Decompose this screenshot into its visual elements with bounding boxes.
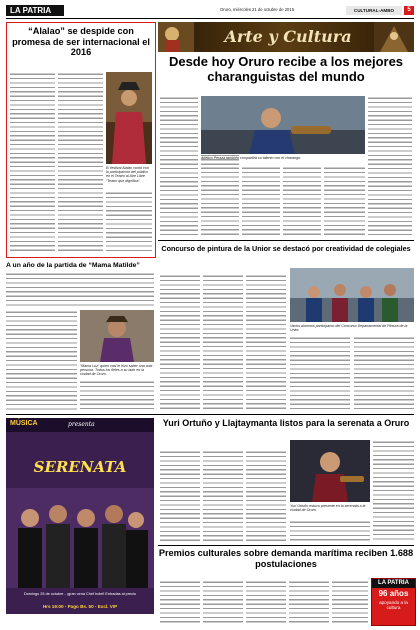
text-lines bbox=[290, 336, 350, 410]
alalao-story bbox=[6, 22, 156, 258]
yuri-col-2 bbox=[203, 450, 243, 542]
masthead bbox=[6, 4, 414, 19]
alalao-photo-image bbox=[106, 72, 152, 164]
mamatilde-photo-image bbox=[80, 310, 154, 362]
main-caption: Atlético Peraza también compartirá su talento con el charango. bbox=[201, 156, 302, 160]
concurso-col-3 bbox=[246, 274, 286, 410]
divider bbox=[158, 240, 414, 241]
text-lines bbox=[203, 274, 243, 410]
premios-col-1 bbox=[160, 580, 200, 624]
main-col-3 bbox=[242, 166, 280, 236]
text-lines bbox=[160, 274, 200, 410]
text-lines bbox=[58, 72, 103, 254]
masthead-section: CULTURAL-AMBO bbox=[346, 6, 402, 15]
masthead-logo-text: LA PATRIA bbox=[10, 6, 52, 15]
serenata-poster bbox=[6, 418, 154, 624]
text-lines bbox=[160, 580, 200, 624]
text-lines bbox=[354, 336, 414, 410]
text-lines bbox=[283, 166, 321, 236]
banner-title: Arte y Cultura bbox=[224, 27, 352, 46]
poster-sponsor-strip bbox=[6, 614, 154, 624]
yuri-photo-image bbox=[290, 440, 370, 502]
mamatilde-caption: “Mama Luz” quien casi le hizo saber una sola persona. Todos los fieles a su lado en la ciudad de Oruro. bbox=[80, 364, 153, 377]
alalao-headline: “Alalao” se despide con promesa de ser internacional el 2016 bbox=[12, 26, 150, 57]
main-col-1 bbox=[160, 96, 198, 236]
text-lines bbox=[106, 191, 152, 254]
main-col-2b bbox=[201, 166, 239, 236]
text-lines bbox=[368, 96, 412, 236]
house-ad-title: LA PATRIA bbox=[372, 579, 415, 588]
masthead-date: Oruro, miércoles 21 de octubre de 2015 bbox=[220, 7, 295, 12]
yuri-col-1 bbox=[160, 450, 200, 542]
yuri-headline: Yuri Ortuño y Llajtaymanta listos para la serenata a Oruro bbox=[162, 418, 410, 428]
concurso-caption: Varios alumnos participaron del Concurso Departamental de Pintura de la Unior. bbox=[290, 324, 408, 333]
yuri-col-3 bbox=[246, 450, 286, 542]
text-lines bbox=[246, 450, 286, 542]
poster-date-line: Domingo 25 de octubre - ¡gran cena Chef hotel! Entradas al precio bbox=[23, 592, 137, 596]
concurso-photo bbox=[290, 268, 414, 322]
premios-headline: Premios culturales sobre demanda marítima reciben 1.688 postulaciones bbox=[158, 548, 414, 569]
yuri-caption: Yuri Ortuño estuvo presente en la serenata a la ciudad de Oruro. bbox=[290, 504, 366, 513]
premios-col-4 bbox=[289, 580, 329, 624]
main-photo-image bbox=[201, 96, 365, 154]
concurso-headline-box bbox=[158, 244, 414, 264]
house-ad-line2: apoyando a la cultura bbox=[379, 600, 408, 611]
section-banner bbox=[158, 22, 414, 52]
alalao-col-1 bbox=[10, 72, 55, 254]
poster-band-photo bbox=[6, 488, 154, 588]
divider bbox=[158, 545, 414, 546]
text-lines bbox=[246, 580, 286, 624]
alalao-col-3 bbox=[106, 191, 152, 254]
text-lines bbox=[246, 274, 286, 410]
main-photo bbox=[201, 96, 365, 154]
mamatilde-headline: A un año de la partida de “Mama Matilde” bbox=[6, 262, 140, 269]
concurso-col-1 bbox=[160, 274, 200, 410]
alalao-caption: El festival Alalao contó con la participación del público en el Teatro al Aire Libre “Teatro que dignifica”. bbox=[106, 166, 149, 183]
page-number: 5 bbox=[404, 6, 414, 15]
text-lines bbox=[160, 96, 198, 236]
concurso-photo-image bbox=[290, 268, 414, 322]
banner-right-art bbox=[374, 22, 414, 52]
poster-heading: MÚSICA bbox=[10, 420, 38, 427]
text-lines bbox=[201, 166, 239, 236]
text-lines bbox=[6, 310, 77, 410]
text-lines bbox=[290, 520, 370, 542]
text-lines bbox=[242, 166, 280, 236]
main-headline: Desde hoy Oruro recibe a los mejores charanguistas del mundo bbox=[168, 54, 404, 84]
yuri-photo bbox=[290, 440, 370, 502]
text-lines bbox=[289, 580, 329, 624]
concurso-col-5 bbox=[354, 336, 414, 410]
mamatilde-col-1 bbox=[6, 272, 154, 308]
main-col-4 bbox=[283, 166, 321, 236]
text-lines bbox=[373, 440, 414, 542]
poster-time-line: Hrs 19:00 - Pago Bs. 50 - Excl. VIP bbox=[42, 604, 118, 609]
banner-left-art bbox=[158, 22, 194, 52]
text-lines bbox=[10, 72, 55, 254]
main-col-5 bbox=[324, 166, 365, 236]
house-ad bbox=[371, 578, 416, 626]
alalao-col-2 bbox=[58, 72, 103, 254]
text-lines bbox=[203, 580, 243, 624]
poster-top-bar bbox=[6, 418, 154, 432]
text-lines bbox=[6, 272, 154, 308]
mamatilde-col-2 bbox=[6, 310, 77, 410]
concurso-headline: Concurso de pintura de la Unior se destacó por creatividad de colegiales bbox=[161, 244, 411, 253]
concurso-col-2 bbox=[203, 274, 243, 410]
main-col-6 bbox=[368, 96, 412, 236]
premios-col-2 bbox=[203, 580, 243, 624]
text-lines bbox=[324, 166, 365, 236]
house-ad-line1: 96 años bbox=[378, 589, 409, 598]
yuri-col-5 bbox=[373, 440, 414, 542]
divider bbox=[6, 414, 414, 415]
text-lines bbox=[203, 450, 243, 542]
text-lines bbox=[332, 580, 368, 624]
concurso-col-4 bbox=[290, 336, 350, 410]
text-lines bbox=[160, 450, 200, 542]
yuri-col-4 bbox=[290, 520, 370, 542]
masthead-logo bbox=[6, 5, 64, 16]
premios-col-5 bbox=[332, 580, 368, 624]
alalao-photo bbox=[106, 72, 152, 164]
mamatilde-col-3 bbox=[80, 380, 154, 410]
poster-event: SERENATA bbox=[33, 458, 127, 476]
premios-col-3 bbox=[246, 580, 286, 624]
text-lines bbox=[80, 380, 154, 410]
poster-title: presenta bbox=[68, 421, 95, 428]
mamatilde-photo bbox=[80, 310, 154, 362]
